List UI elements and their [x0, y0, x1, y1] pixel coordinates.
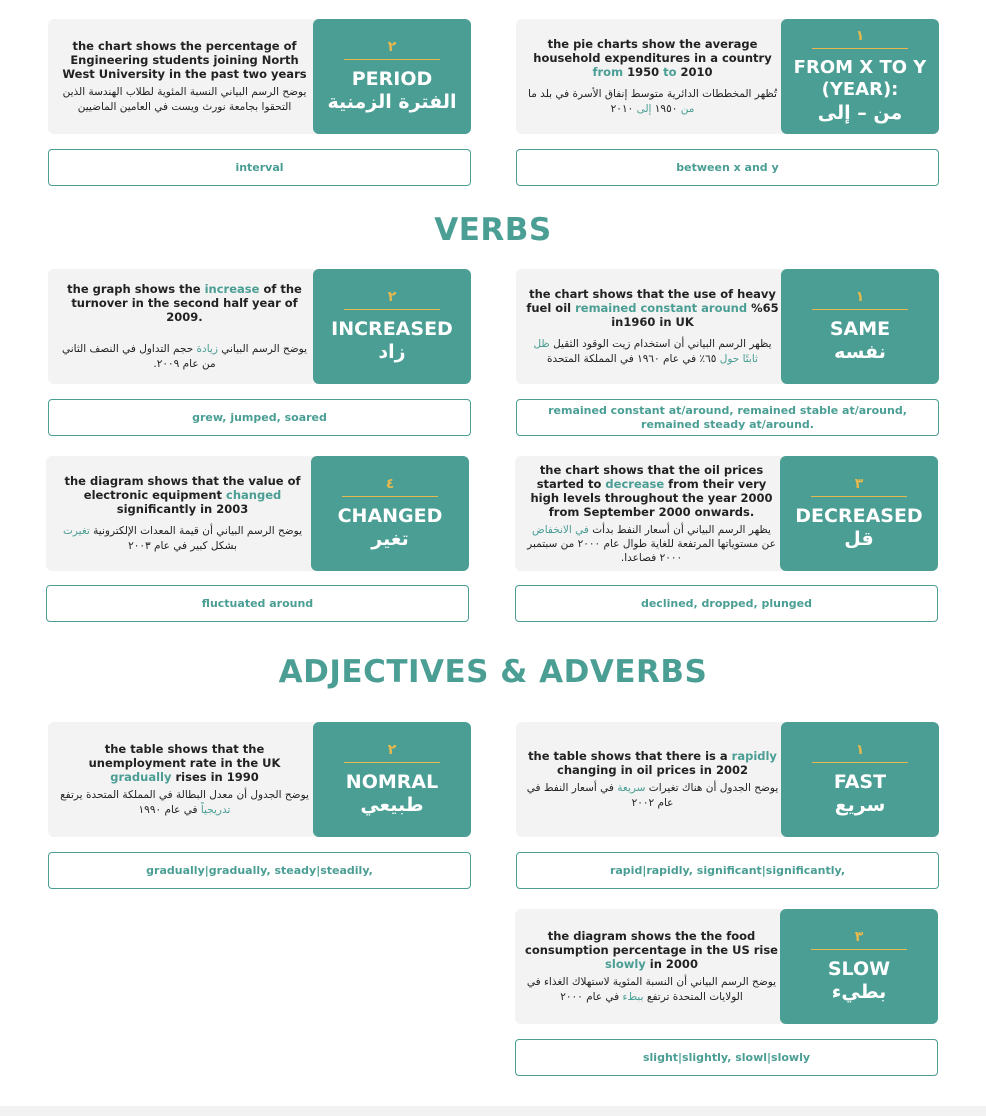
card-title: FAST: [833, 771, 887, 793]
card-title: SLOW: [827, 958, 891, 980]
example-en: the diagram shows that the value of electronic equipment changed significantly in 2003: [64, 473, 301, 516]
card-description: [516, 269, 789, 384]
divider: [812, 762, 908, 763]
card-title-ar: بطيء: [831, 981, 887, 1003]
synonyms-box: between x and y: [516, 149, 939, 186]
card-label: [781, 19, 939, 134]
example-en: the diagram shows the the food consumption percentage in the US rise slowly in 2000: [525, 928, 778, 971]
card-title: PERIOD: [351, 68, 433, 90]
card-number: ١: [855, 289, 865, 305]
card-title-ar: نفسه: [834, 341, 886, 363]
card-increased: [48, 269, 471, 384]
card-title: NOMRAL: [345, 771, 439, 793]
example-ar: يوضح الرسم البياني أن النسبة المئوية لاستهلاك الغذاء في الولايات المتحدة ترتفع ببطء في عام ٢٠٠٠: [526, 975, 777, 1003]
card-label: [781, 722, 939, 837]
card-title-ar: من – إلى: [817, 102, 903, 124]
synonyms-box: interval: [48, 149, 471, 186]
example-en: the table shows that the unemployment rate in the UK gradually rises in 1990: [88, 741, 281, 784]
card-description: [516, 19, 789, 134]
divider: [344, 59, 440, 60]
card-title-ar: الفترة الزمنية: [327, 91, 457, 113]
example-en: the table shows that there is a rapidly changing in oil prices in 2002: [528, 748, 777, 777]
card-fast: [516, 722, 939, 837]
example-ar: يوضح الرسم البياني زيادة حجم التداول في النصف الثاني من عام ٢٠٠٩.: [62, 342, 307, 370]
example-en: the chart shows the percentage of Engineering students joining North West University in the past two years: [62, 38, 307, 81]
card-label: [313, 269, 471, 384]
card-title-ar: زاد: [378, 341, 406, 363]
divider: [344, 762, 440, 763]
card-same: [516, 269, 939, 384]
synonyms-box: gradually|gradually, steady|steadily,: [48, 852, 471, 889]
divider: [811, 496, 907, 497]
page-footer-band: [0, 1106, 986, 1116]
card-title: DECREASED: [795, 505, 923, 527]
example-ar: يوضح الجدول أن هناك تغيرات سريعة في أسعار النفط في عام ٢٠٠٢: [526, 781, 779, 809]
example-ar: يظهر الرسم البياني أن أسعار النفط بدأت في الانخفاض عن مستوياتها المرتفعة للغاية طوال عام ٢٠٠٠ من سبتمبر ٢٠٠٠ فصاعدا.: [527, 523, 776, 564]
card-title-ar: تغير: [371, 528, 409, 550]
card-label: [781, 269, 939, 384]
card-slow: [515, 909, 938, 1024]
synonyms-box: declined, dropped, plunged: [515, 585, 938, 622]
example-en: the chart shows that the use of heavy fuel oil remained constant around %65 in1960 in UK: [526, 286, 779, 329]
card-title: SAME: [829, 318, 891, 340]
synonyms-box: remained constant at/around, remained stable at/around, remained steady at/around.: [516, 399, 939, 436]
divider: [812, 309, 908, 310]
example-ar: يوضح الرسم البياني النسبة المئوية لطلاب الهندسة الذين التحقوا بجامعة نورث ويست في العامين الماضيين: [62, 85, 307, 113]
card-number: ١: [855, 742, 865, 758]
divider: [811, 949, 907, 950]
example-ar: تُظهر المخططات الدائرية متوسط إنفاق الأسرة في بلد ما من ١٩٥٠ إلى ٢٠١٠: [528, 87, 777, 115]
card-label: [780, 909, 938, 1024]
card-description: [515, 456, 788, 571]
card-from-x-to-y: [516, 19, 939, 134]
card-number: ٣: [854, 476, 864, 492]
card-period: [48, 19, 471, 134]
divider: [812, 48, 908, 49]
card-description: [48, 269, 321, 384]
divider: [344, 309, 440, 310]
card-title: INCREASED: [331, 318, 453, 340]
card-label: [313, 722, 471, 837]
card-changed: [46, 456, 469, 571]
card-label: [313, 19, 471, 134]
card-description: [516, 722, 789, 837]
card-number: ٣: [854, 929, 864, 945]
card-title-ar: سريع: [834, 794, 886, 816]
card-title-ar: قل: [844, 528, 874, 550]
example-en: the chart shows that the oil prices started to decrease from their very high levels throughout the year 2000 from September 2000 onwards.: [530, 462, 773, 519]
divider: [342, 496, 438, 497]
card-description: [48, 19, 321, 134]
example-ar: يوضح الجدول أن معدل البطالة في المملكة المتحدة يرتفع تدريجياً في عام ١٩٩٠: [60, 788, 309, 816]
card-number: ٢: [387, 742, 397, 758]
card-title-ar: طبيعي: [360, 794, 424, 816]
card-label: [780, 456, 938, 571]
example-ar: يوضح الرسم البياني أن قيمة المعدات الإلكترونية تغيرت بشكل كبير في عام ٢٠٠٣: [62, 524, 302, 552]
card-normal: [48, 722, 471, 837]
synonyms-box: rapid|rapidly, significant|significantly,: [516, 852, 939, 889]
card-description: [46, 456, 319, 571]
card-description: [515, 909, 788, 1024]
card-decreased: [515, 456, 938, 571]
card-label: [311, 456, 469, 571]
card-description: [48, 722, 321, 837]
example-ar: يظهر الرسم البياني أن استخدام زيت الوقود الثقيل ظل ثابتًا حول ٦٥٪ في عام ١٩٦٠ في المملكة المتحدة: [533, 337, 772, 365]
synonyms-box: fluctuated around: [46, 585, 469, 622]
example-en: the graph shows the increase of the turnover in the second half year of 2009.: [67, 281, 302, 324]
section-title-verbs: VERBS: [434, 212, 552, 248]
card-number: ٤: [385, 476, 395, 492]
card-title: CHANGED: [337, 505, 443, 527]
card-number: ٢: [387, 289, 397, 305]
card-number: ١: [855, 28, 865, 44]
synonyms-box: grew, jumped, soared: [48, 399, 471, 436]
section-title-adjectives: ADJECTIVES & ADVERBS: [278, 654, 708, 690]
card-title: FROM X TO Y (YEAR):: [793, 57, 927, 100]
card-number: ٢: [387, 39, 397, 55]
example-en: the pie charts show the average household expenditures in a country from 1950 to 2010: [533, 36, 772, 79]
synonyms-box: slight|slightly, slowl|slowly: [515, 1039, 938, 1076]
